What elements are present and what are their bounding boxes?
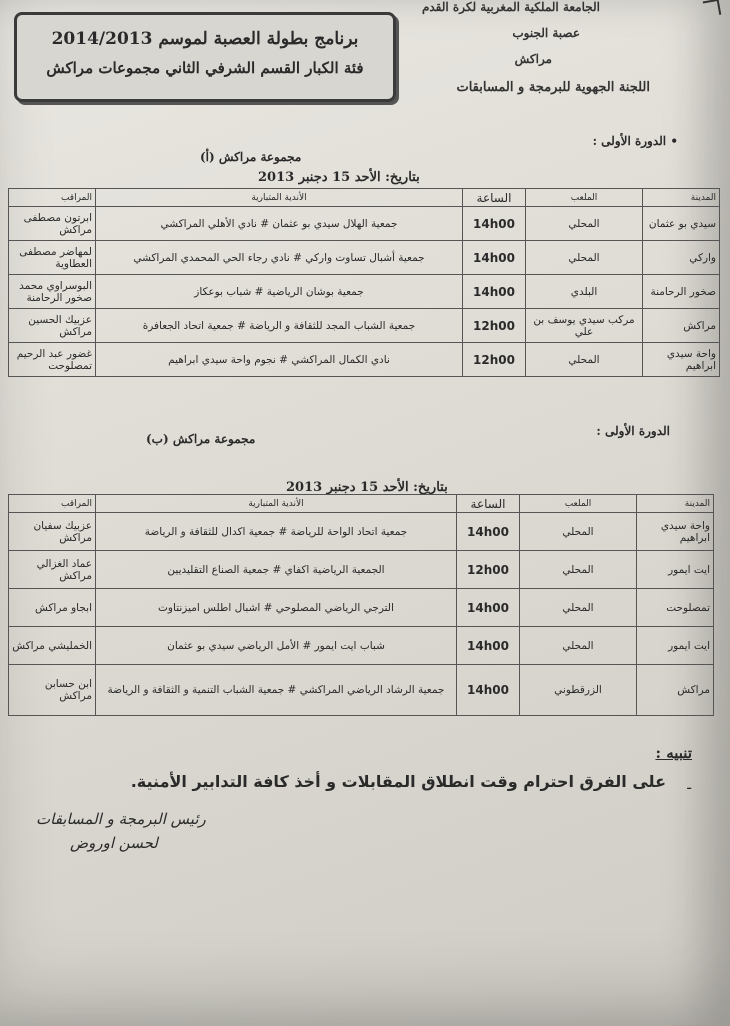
cell-city: ايت ايمور [637, 551, 714, 589]
cell-time: 12h00 [463, 343, 526, 377]
col-venue: الملعب [520, 495, 637, 513]
col-time: الساعة [463, 189, 526, 207]
table-row [9, 627, 714, 665]
cell-time: 14h00 [463, 241, 526, 275]
col-match: الأندية المتبارية [96, 189, 463, 207]
schedule-table-b [8, 494, 714, 716]
table-row [9, 665, 714, 716]
cell-city: واحة سيدي ابراهيم [637, 513, 714, 551]
cell-referee: ابرتون مصطفى مراكش [9, 207, 96, 241]
cell-time: 14h00 [457, 665, 520, 716]
cell-city: صخور الرحامنة [643, 275, 720, 309]
signature-title: رئيس البرمجة و المسابقات [36, 810, 206, 828]
cell-match: الترجي الرياضي المصلوحي # اشبال اطلس اميزنتاوت [96, 589, 457, 627]
cell-match: جمعية الرشاد الرياضي المراكشي # جمعية الشباب التنمية و الثقافة و الرياضة [96, 665, 457, 716]
table-row [9, 241, 720, 275]
cell-venue: الزرقطوني [520, 665, 637, 716]
date-label-2: بتاريخ: الأحد 15 دجنبر 2013 [286, 480, 448, 495]
cell-venue: المحلي [520, 589, 637, 627]
cell-referee: ابن حسابن مراكش [9, 665, 96, 716]
cell-venue: المحلي [526, 343, 643, 377]
table-row [9, 589, 714, 627]
cell-venue: المحلي [526, 207, 643, 241]
cell-city: واحة سيدي ابراهيم [643, 343, 720, 377]
table-row [9, 275, 720, 309]
notice-text: على الفرق احترام وقت انطلاق المقابلات و أخذ كافة التدابير الأمنية. [130, 772, 666, 791]
org-city: مراكش [514, 52, 552, 66]
round-label-1: • الدورة الأولى : [592, 134, 678, 148]
schedule-table-a [8, 188, 720, 377]
table-header-row [9, 495, 714, 513]
cell-city: ايت ايمور [637, 627, 714, 665]
cell-time: 14h00 [463, 275, 526, 309]
col-referee: المراقب [9, 495, 96, 513]
cell-referee: الخمليشي مراكش [9, 627, 96, 665]
cell-time: 14h00 [463, 207, 526, 241]
cell-venue: المحلي [520, 627, 637, 665]
cell-city: مراكش [637, 665, 714, 716]
cell-referee: عماد الغزالي مراكش [9, 551, 96, 589]
cell-venue: البلدي [526, 275, 643, 309]
org-league: عصبة الجنوب [512, 26, 580, 40]
cell-time: 14h00 [457, 589, 520, 627]
date-label-1: بتاريخ: الأحد 15 دجنبر 2013 [258, 170, 420, 185]
cell-match: جمعية الهلال سيدي بو عثمان # نادي الأهلي المراكشي [96, 207, 463, 241]
cell-match: شباب ايت ايمور # الأمل الرياضي سيدي بو عثمان [96, 627, 457, 665]
col-venue: الملعب [526, 189, 643, 207]
cell-time: 12h00 [457, 551, 520, 589]
cell-venue: المحلي [526, 241, 643, 275]
cell-match: جمعية أشبال تساوت واركي # نادي رجاء الحي المحمدي المراكشي [96, 241, 463, 275]
cell-match: نادي الكمال المراكشي # نجوم واحة سيدي ابراهيم [96, 343, 463, 377]
table-row [9, 343, 720, 377]
cell-venue: المحلي [520, 513, 637, 551]
page-corner-mark [703, 0, 722, 17]
cell-match: جمعية بوشان الرياضية # شباب بوعكاز [96, 275, 463, 309]
cell-city: سيدي بو عثمان [643, 207, 720, 241]
cell-referee: البوسراوي محمد صخور الرحامنة [9, 275, 96, 309]
title-box [14, 12, 396, 102]
cell-venue: المحلي [520, 551, 637, 589]
cell-match: الجمعية الرياضية اكفاي # جمعية الصناع التقليديين [96, 551, 457, 589]
org-federation: الجامعة الملكية المغربية لكرة القدم [421, 0, 600, 14]
group-label-2: مجموعة مراكش (ب) [146, 432, 256, 446]
cell-match: جمعية اتحاد الواحة للرياضة # جمعية اكدال للثقافة و الرياضة [96, 513, 457, 551]
cell-venue: مركب سيدي يوسف بن علي [526, 309, 643, 343]
notice-heading: تنبيه : [655, 744, 692, 762]
cell-time: 14h00 [457, 513, 520, 551]
col-referee: المراقب [9, 189, 96, 207]
col-match: الأندية المتبارية [96, 495, 457, 513]
cell-referee: عزبيك الحسين مراكش [9, 309, 96, 343]
table-header-row [9, 189, 720, 207]
col-city: المدينة [637, 495, 714, 513]
title-line-2: فئة الكبار القسم الشرفي الثاني مجموعات مراكش [46, 59, 364, 77]
cell-referee: غضور عبد الرحيم تمصلوحت [9, 343, 96, 377]
table-row [9, 309, 720, 343]
col-city: المدينة [643, 189, 720, 207]
cell-referee: ابجاو مراكش [9, 589, 96, 627]
cell-time: 12h00 [463, 309, 526, 343]
col-time: الساعة [457, 495, 520, 513]
title-line-1: برنامج بطولة العصبة لموسم 2014/2013 [51, 29, 359, 49]
table-row [9, 551, 714, 589]
cell-city: مراكش [643, 309, 720, 343]
round-label-2: الدورة الأولى : [596, 424, 670, 438]
cell-city: تمصلوحت [637, 589, 714, 627]
cell-referee: عزبيك سفيان مراكش [9, 513, 96, 551]
group-label-1: مجموعة مراكش (أ) [200, 150, 302, 164]
cell-city: واركي [643, 241, 720, 275]
cell-time: 14h00 [457, 627, 520, 665]
cell-match: جمعية الشباب المجد للثقافة و الرياضة # جمعية اتحاد الجعافرة [96, 309, 463, 343]
org-committee: اللجنة الجهوية للبرمجة و المسابقات [456, 80, 650, 95]
table-row [9, 513, 714, 551]
table-row [9, 207, 720, 241]
cell-referee: لمهاضر مصطفى العطاوية [9, 241, 96, 275]
signature-name: لحسن اوروض [70, 834, 158, 852]
notice-bullet: - [686, 778, 692, 797]
